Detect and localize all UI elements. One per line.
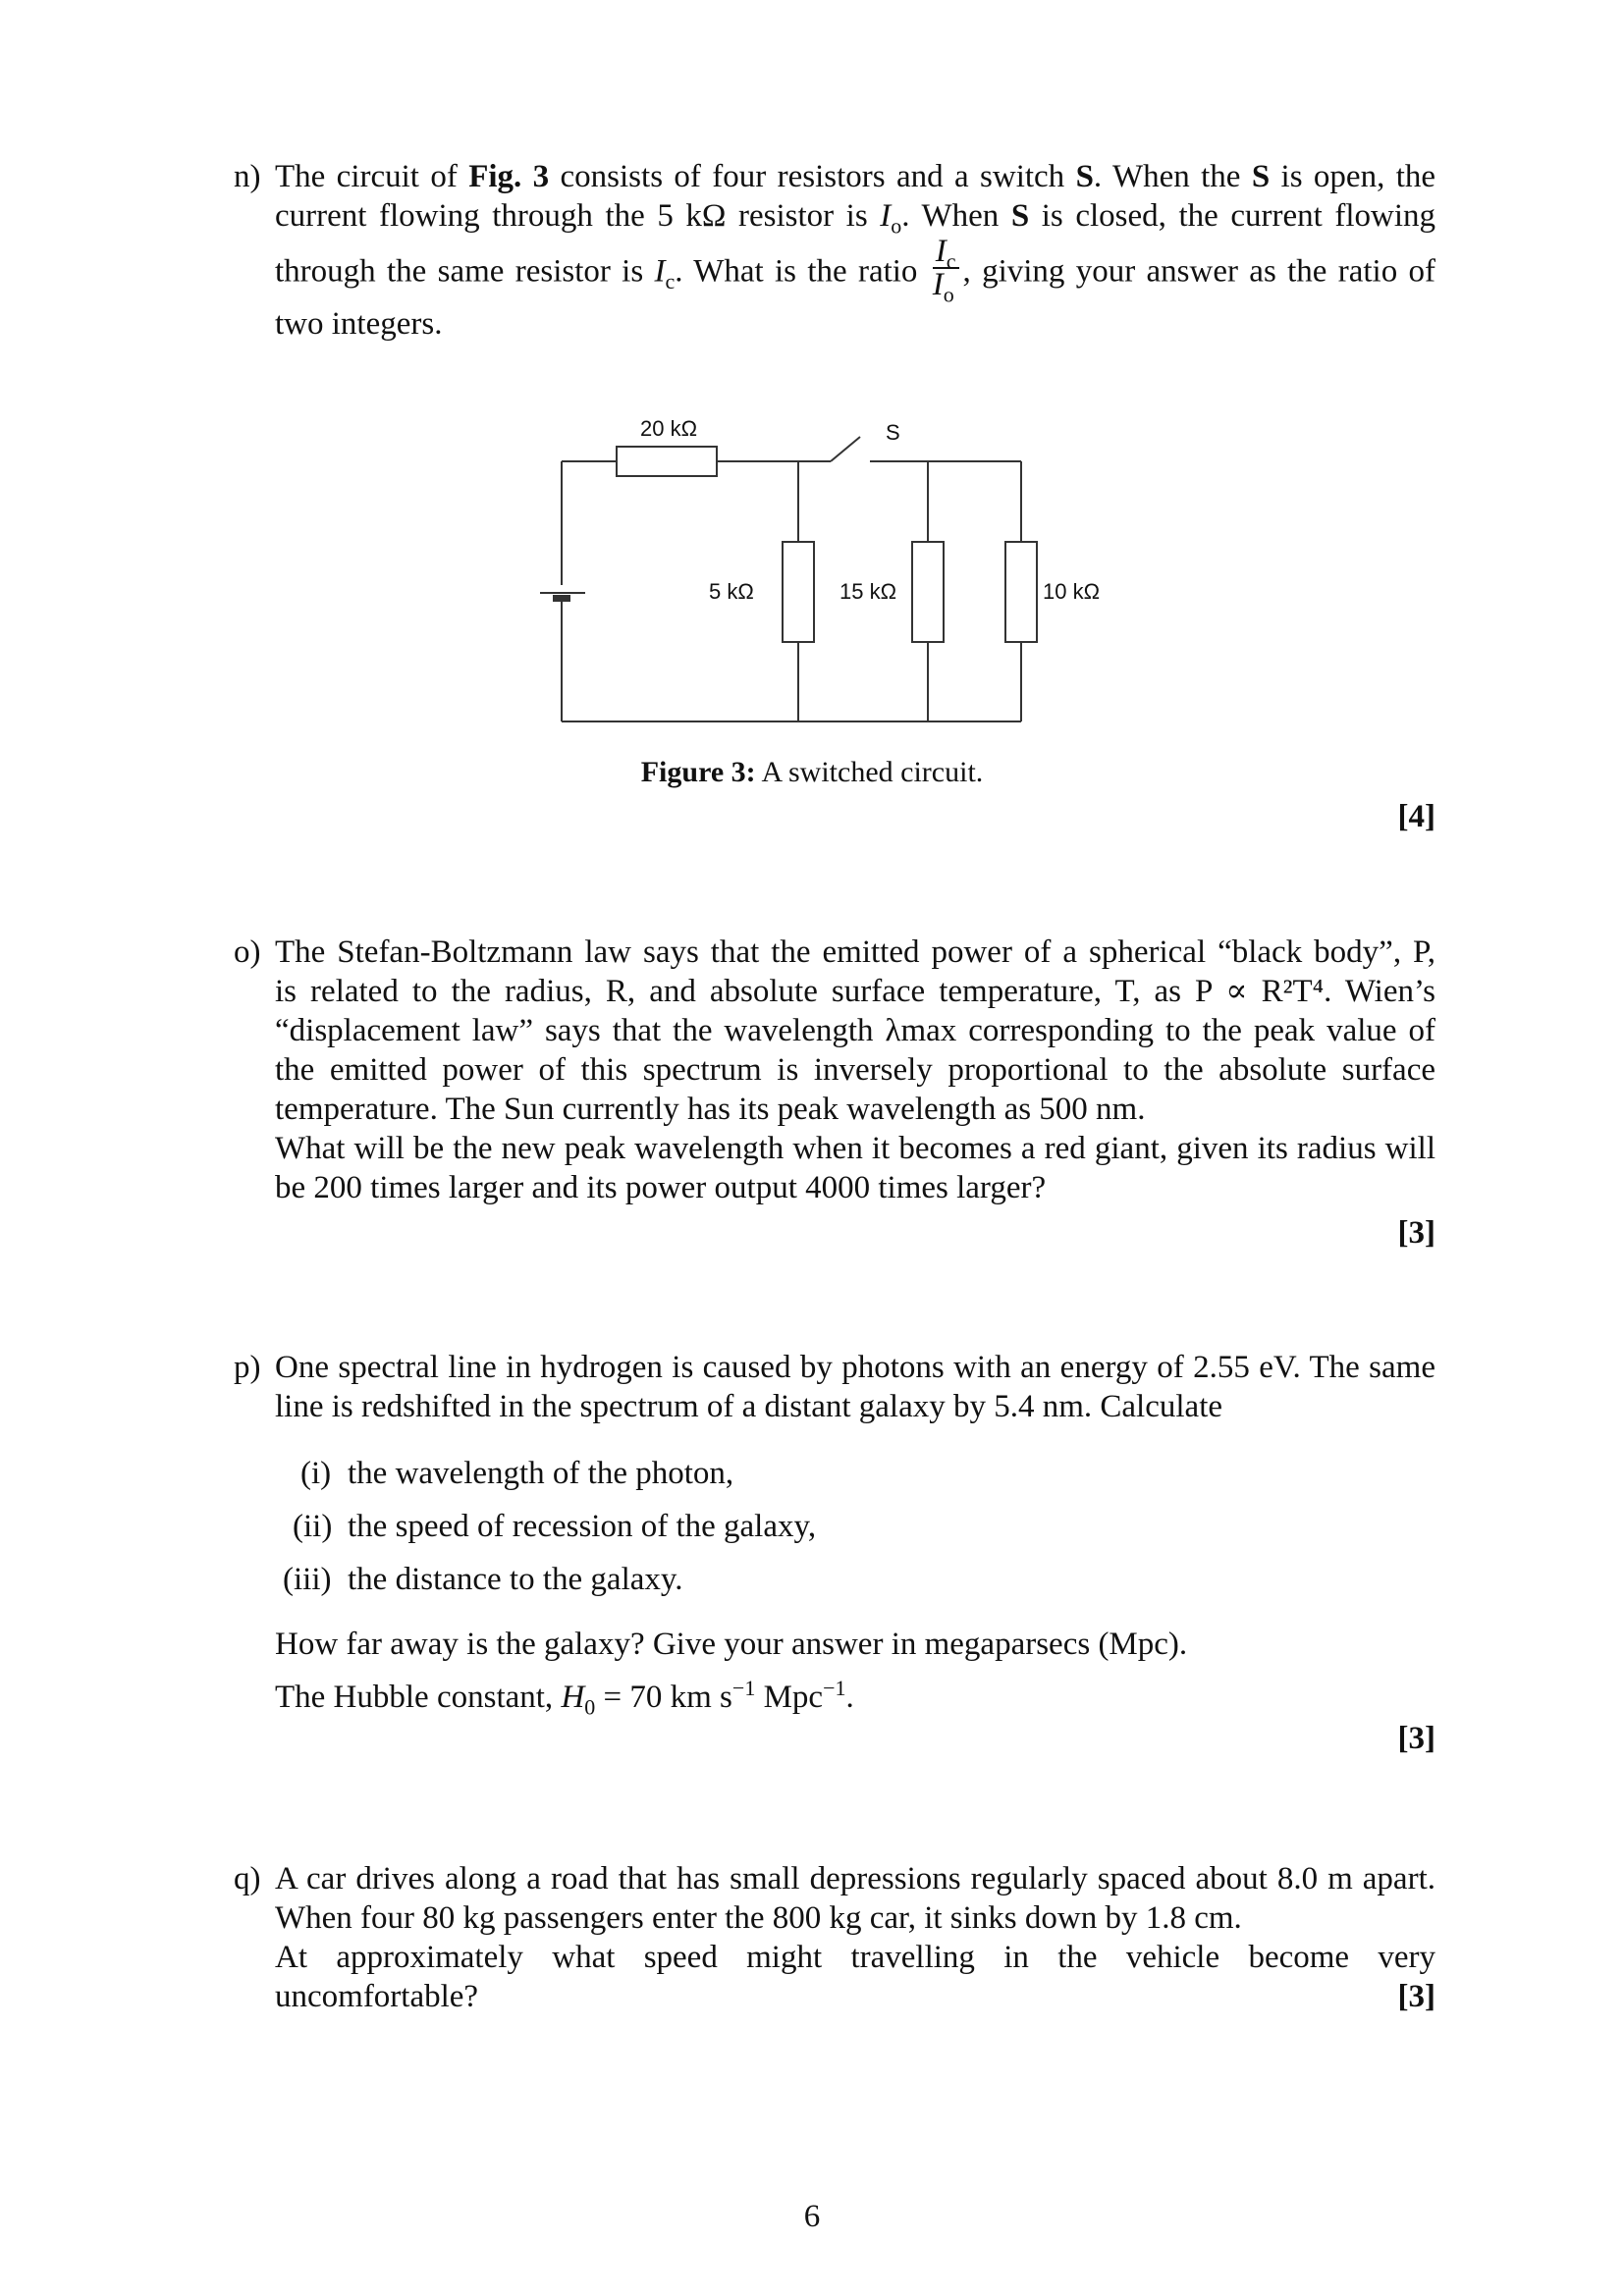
question-text-line: the emitted power of this spectrum is inversely proportional to the absolute surface (275, 1052, 1435, 1088)
question-text-line: two integers. (275, 306, 443, 342)
question-text-line: line is redshifted in the spectrum of a distant galaxy by 5.4 nm. Calculate (275, 1389, 1223, 1424)
question-text-line: “displacement law” says that the wavelength λmax corresponding to the peak value of (275, 1013, 1435, 1048)
question-o (236, 933, 1435, 1256)
resistor-label: 15 kΩ (839, 579, 897, 604)
figure-caption: Figure 3: A switched circuit. (640, 756, 984, 788)
sub-item-text: the wavelength of the photon, (348, 1456, 734, 1491)
switch-label: S (886, 420, 900, 445)
resistor-label: 10 kΩ (1043, 579, 1101, 604)
question-text-line: The Hubble constant, $H_0 = 70$ km $s^{-1}$ Mpc$^{-1}$. (275, 1676, 854, 1720)
question-label: q) (234, 1861, 261, 1896)
sub-item-number: (iii) (283, 1562, 332, 1597)
question-text-line: How far away is the galaxy? Give your answer in megaparsecs (Mpc). (275, 1627, 1188, 1662)
question-text-line: The circuit of Fig. 3 consists of four resistors and a switch S. When the S is open, the (275, 159, 1436, 194)
marks: [4] (1397, 799, 1435, 834)
sub-item-number: (ii) (293, 1509, 333, 1544)
question-q (236, 1859, 1435, 2026)
switch-blade (831, 437, 860, 461)
question-text-line: current flowing through the 5 kΩ resistor is $I_o$. When S is closed, the current flowing (275, 198, 1435, 239)
question-text-line: through the same resistor is $I_c$. What is the ratio $\frac{I_c}{I_o}$ , giving your answer as the ratio of (275, 234, 1435, 307)
battery-short-plate (554, 596, 569, 601)
resistor-15k (912, 542, 944, 642)
resistor-10k (1005, 542, 1037, 642)
sub-item-text: the distance to the galaxy. (348, 1562, 683, 1597)
resistor-label: 5 kΩ (709, 579, 754, 604)
page-number: 6 (803, 2199, 821, 2234)
question-text-line: The Stefan-Boltzmann law says that the emitted power of a spherical “black body”, P, (275, 934, 1435, 970)
question-text-line: One spectral line in hydrogen is caused by photons with an energy of 2.55 eV. The same (275, 1350, 1435, 1385)
question-label: p) (234, 1350, 261, 1385)
marks: [3] (1397, 1721, 1435, 1756)
ratio-fraction: $\frac{I_c}{I_o}$ (933, 236, 959, 300)
circuit-diagram (0, 0, 1624, 785)
marks: [3] (1397, 1979, 1435, 2014)
question-text-line: temperature. The Sun currently has its peak wavelength as 500 nm. (275, 1092, 1146, 1127)
sub-item-text: the speed of recession of the galaxy, (348, 1509, 817, 1544)
question-text-line: At approximately what speed might travelling in the vehicle become very uncomfortable? (275, 1940, 1435, 2014)
question-label: o) (234, 934, 261, 970)
resistor-5k (783, 542, 814, 642)
question-text-line: When four 80 kg passengers enter the 800 kg car, it sinks down by 1.8 cm. (275, 1900, 1242, 1936)
question-text-line: be 200 times larger and its power output 4000 times larger? (275, 1170, 1047, 1205)
marks: [3] (1397, 1215, 1435, 1251)
marks-container (236, 797, 1435, 836)
question-p (236, 1348, 1435, 1760)
question-text-line: is related to the radius, R, and absolute surface temperature, T, as P ∝ R²T⁴. Wien’s (275, 974, 1435, 1009)
resistor-label: 20 kΩ (640, 416, 698, 441)
question-text-line: What will be the new peak wavelength when it becomes a red giant, given its radius will (275, 1131, 1435, 1166)
resistor-20k (617, 447, 717, 476)
question-label: n) (234, 159, 261, 194)
question-text-line: A car drives along a road that has small depressions regularly spaced about 8.0 m apart. (275, 1861, 1435, 1896)
sub-item-number: (i) (300, 1456, 332, 1491)
